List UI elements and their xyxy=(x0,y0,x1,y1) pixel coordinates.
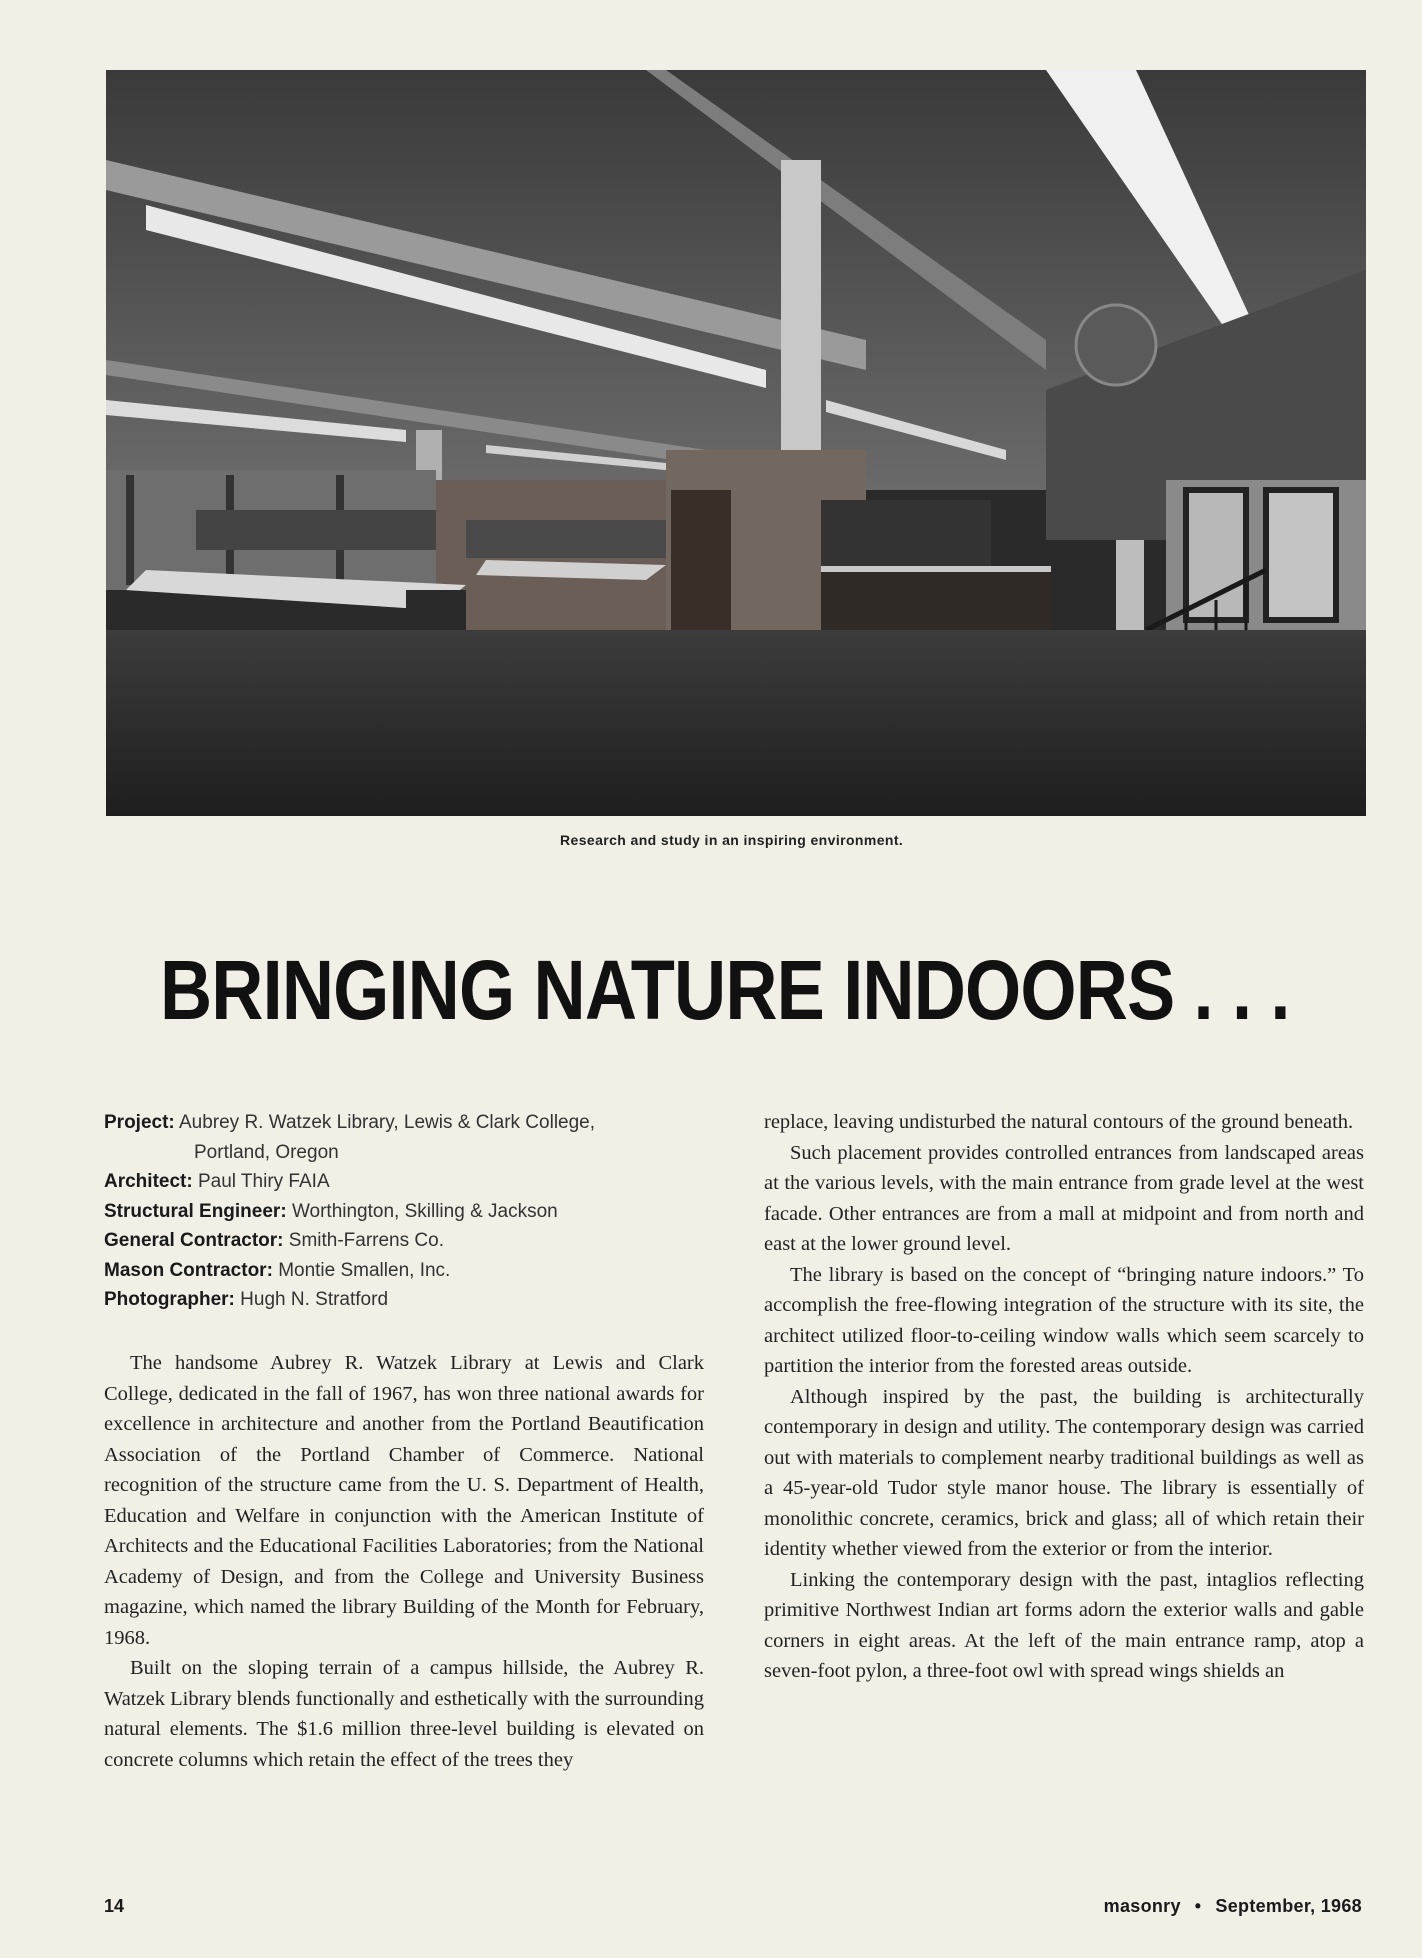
photo-caption: Research and study in an inspiring environment. xyxy=(560,832,904,848)
credit-architect xyxy=(104,1167,714,1197)
body-column-left xyxy=(104,1348,704,1775)
paragraph: The handsome Aubrey R. Watzek Library at Lewis and Clark College, dedicated in the fall of 1967, has won three national awards for excellence in architecture and another from the Portland Beautification Association of the Portland Chamber of Commerce. National recognition of the structure came from the U. S. Department of Health, Education and Welfare in conjunction with the American Institute of Architects and the Educational Facilities Laboratories; from the National Academy of Design, and from the College and University Business magazine, which named the library Building of the Month for February, 1968. xyxy=(104,1352,704,1649)
page-number: 14 xyxy=(104,1896,125,1916)
issue-date: September, 1968 xyxy=(1215,1896,1362,1916)
credit-value: Aubrey R. Watzek Library, Lewis & Clark College, xyxy=(178,1112,596,1133)
credit-label: Mason Contractor: xyxy=(104,1259,273,1281)
library-interior-photo xyxy=(106,70,1366,816)
credit-value-continued: Portland, Oregon xyxy=(194,1141,339,1163)
credit-value: Smith-Farrens Co. xyxy=(288,1230,444,1251)
body-column-right xyxy=(764,1107,1364,1687)
credit-value: Worthington, Skilling & Jackson xyxy=(291,1200,558,1222)
paragraph: Although inspired by the past, the building is architecturally contemporary in design and utility. The contemporary design was carried out with materials to complement nearby traditional buildings as well as a 45-year-old Tudor style manor house. The library is essentially of monolithic concrete, ceramics, brick and glass; all of which retain their identity whether viewed from the exterior or from the interior. xyxy=(764,1385,1364,1560)
credit-structural-engineer xyxy=(104,1197,714,1227)
magazine-name: masonry xyxy=(1103,1896,1181,1916)
paragraph: Such placement provides controlled entrances from landscaped areas at the various levels, with the main entrance from grade level at the west facade. Other entrances are from a mall at midpoint and from north and east at the lower ground level. xyxy=(764,1141,1364,1255)
photo-illustration xyxy=(106,70,1366,816)
credit-value: Montie Smallen, Inc. xyxy=(278,1259,451,1281)
credit-value: Hugh N. Stratford xyxy=(240,1289,389,1310)
credit-label: Project: xyxy=(104,1112,175,1133)
credit-label: Architect: xyxy=(104,1171,193,1192)
paragraph: Built on the sloping terrain of a campus hillside, the Aubrey R. Watzek Library blends functionally and esthetically with the surrounding natural elements. The $1.6 million three-level building is elevated on concrete columns which retain the effect of the trees they xyxy=(104,1657,704,1771)
credit-label: Structural Engineer: xyxy=(104,1200,287,1222)
paragraph: The library is based on the concept of “bringing nature indoors.” To accomplish the free-flowing integration of the structure with its site, the architect utilized floor-to-ceiling window walls which seem scarcely to partition the interior from the forested areas outside. xyxy=(764,1263,1364,1377)
bullet-separator: • xyxy=(1194,1896,1202,1916)
credit-photographer xyxy=(104,1285,714,1315)
credit-label: Photographer: xyxy=(104,1289,235,1310)
credit-mason-contractor xyxy=(104,1256,714,1286)
paragraph: replace, leaving undisturbed the natural contours of the ground beneath. xyxy=(764,1111,1354,1133)
project-credits xyxy=(104,1108,714,1315)
credit-general-contractor xyxy=(104,1226,714,1256)
credit-project xyxy=(104,1108,714,1167)
article-headline: BRINGING NATURE INDOORS . . . xyxy=(160,943,1290,1037)
credit-label: General Contractor: xyxy=(104,1230,284,1251)
running-footer xyxy=(1104,1896,1362,1917)
paragraph: Linking the contemporary design with the past, intaglios reflecting primitive Northwest Indian art forms adorn the exterior walls and gable corners in eight areas. At the left of the main entrance ramp, atop a seven-foot pylon, a three-foot owl with spread wings shields an xyxy=(764,1568,1364,1682)
credit-value: Paul Thiry FAIA xyxy=(197,1171,330,1192)
